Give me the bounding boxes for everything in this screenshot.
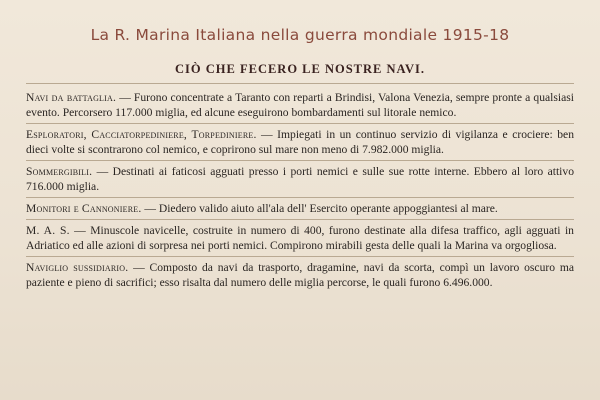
divider xyxy=(26,83,574,84)
entry-heading: Naviglio sussidiario. xyxy=(26,261,129,274)
section-subtitle: CIÒ CHE FECERO LE NOSTRE NAVI. xyxy=(175,62,425,76)
entry-text: — Diedero valido aiuto all'ala dell' Esercito operante appoggiantesi al mare. xyxy=(141,202,498,215)
divider xyxy=(26,197,574,198)
divider xyxy=(26,219,574,220)
entry-navi-da-battaglia xyxy=(26,90,574,120)
entry-mas xyxy=(26,223,574,253)
entry-heading: Sommergibili. xyxy=(26,165,93,178)
entry-text: — Destinati ai faticosi agguati presso i porti nemici e sulle sue rotte interne. Ebbero al loro attivo 716.000 miglia. xyxy=(26,165,574,193)
divider xyxy=(26,160,574,161)
entry-text: — Furono concentrate a Taranto con reparti a Brindisi, Valona Venezia, sempre pronte a qualsiasi evento. Percorsero 117.000 miglia, ed alcune eseguirono bombardamenti sul litorale nemico. xyxy=(26,91,574,119)
divider xyxy=(26,123,574,124)
divider xyxy=(26,256,574,257)
entry-text: — Minuscole navicelle, costruite in numero di 400, furono destinate alla difesa traffico, agli agguati in Adriatico ed alle azioni di sorpresa nei porti nemici. Compirono mirabili gesta delle quali la Marina va orgogliosa. xyxy=(26,224,574,252)
page-title: La R. Marina Italiana nella guerra mondiale 1915-18 xyxy=(90,26,510,44)
entry-heading: Monitori e Cannoniere. xyxy=(26,202,142,215)
entry-esploratori xyxy=(26,127,574,157)
entry-text: — Composto da navi da trasporto, dragamine, navi da scorta, compì un lavoro oscuro ma paziente e pieno di sacrifici; esso risalta dal numero delle miglia percorse, le quali furono 6.496.000. xyxy=(26,261,574,289)
entry-heading: Esploratori, Cacciatorpediniere, Torpediniere. xyxy=(26,128,257,141)
entry-naviglio-sussidiario xyxy=(26,260,574,290)
entry-monitori xyxy=(26,201,574,216)
entry-text: — Impiegati in un continuo servizio di vigilanza e crociere: ben dieci volte si scontrarono col nemico, e coprirono sul mare non meno di 7.982.000 miglia. xyxy=(26,128,574,156)
entry-heading: M. A. S. xyxy=(26,224,70,237)
entry-sommergibili xyxy=(26,164,574,194)
entry-heading: Navi da battaglia. xyxy=(26,91,117,104)
